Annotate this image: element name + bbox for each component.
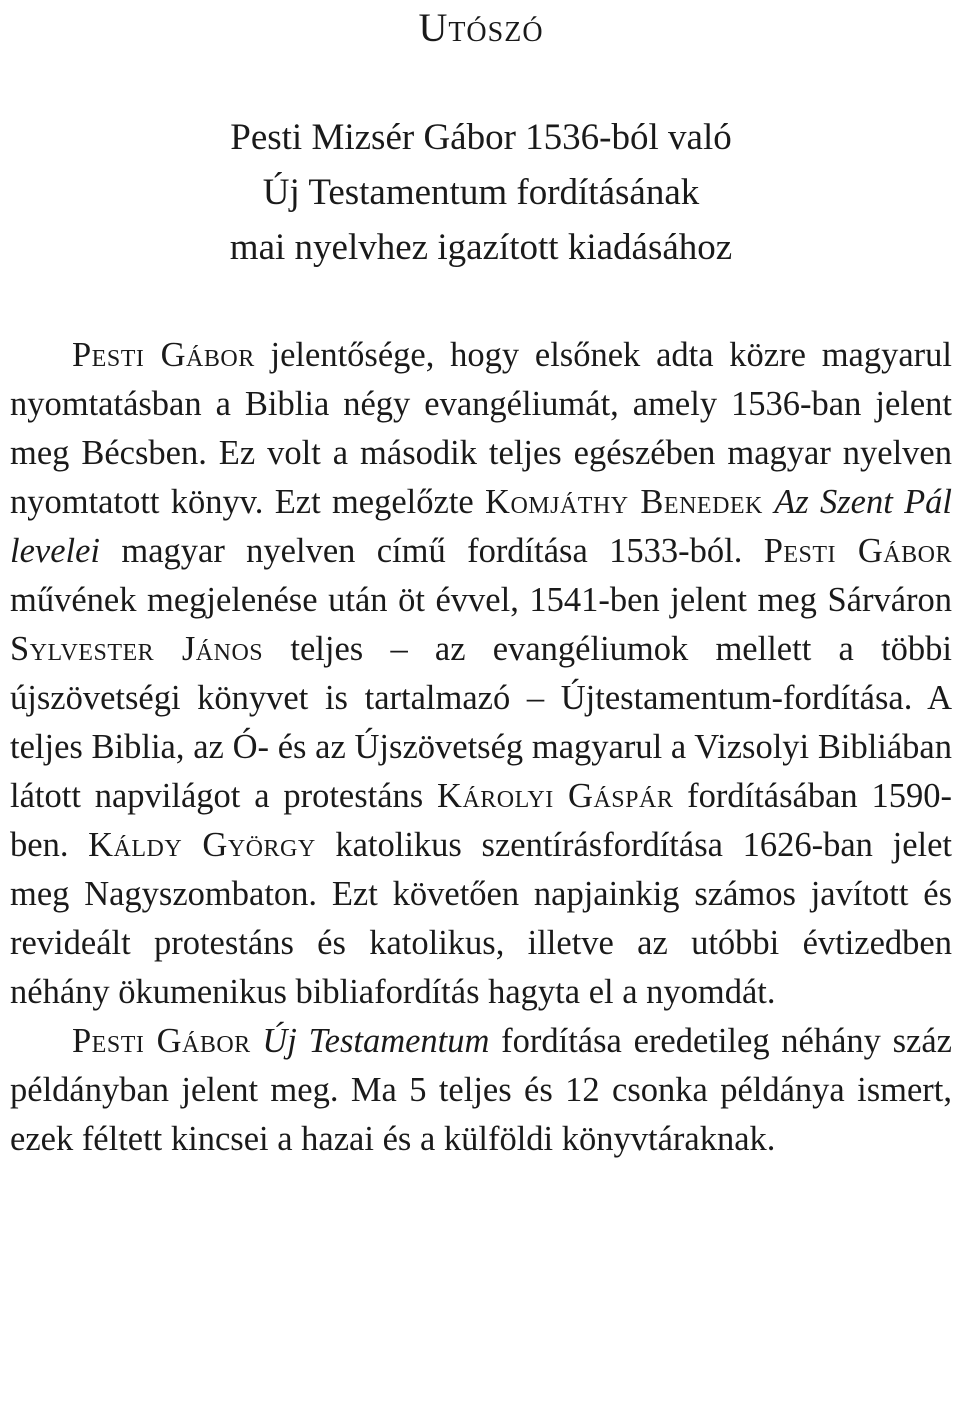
author-name: Sylvester János (10, 630, 264, 668)
paragraph-1-text (763, 483, 774, 521)
author-name: Pesti Gábor (72, 1022, 251, 1060)
chapter-heading: Utószó (418, 5, 544, 50)
paragraph-1-text: jelentősége, hogy elsőnek adta közre magyarul nyomtatásban a Biblia négy evangéliumát, amely 1536-ban jelent meg Bécsben. Ez volt a második teljes egészében magyar nyelven nyomtatott könyv. Ezt megelőzte (10, 336, 952, 521)
author-name: Káldy György (88, 826, 316, 864)
author-name: Pesti Gábor (763, 532, 952, 570)
paragraph-1-text: katolikus szentírásfordítása 1626-ban jelet meg Nagyszombaton. Ezt követően napjainkig számos javított és revideált protestáns és katolikus, illetve az utóbbi évtizedben néhány ökumenikus bibliafordítás hagyta el a nyomdát. (10, 826, 952, 1011)
author-name: Pesti Gábor (72, 336, 255, 374)
paragraph-2-text: fordítása eredetileg néhány száz példányban jelent meg. Ma 5 teljes és 12 csonka példánya ismert, ezek féltett kincsei a hazai és a külföldi könyvtáraknak. (10, 1022, 952, 1158)
paragraph-1-text: fordításában 1590-ben. (10, 777, 952, 864)
subtitle-line-3: mai nyelvhez igazított kiadásához (229, 227, 733, 268)
paragraph-1-text: művének megjelenése után öt évvel, 1541-ben jelent meg Sárváron (10, 581, 952, 619)
paragraph-1-text: magyar nyelven című fordítása 1533-ból. (100, 532, 764, 570)
book-title: Az Szent Pál levelei (10, 483, 953, 570)
paragraph-2 (10, 1017, 952, 1164)
author-name: Károlyi Gáspár (437, 777, 674, 815)
paragraph-1 (10, 331, 952, 1017)
paragraph-1-text: teljes – az evangéliumok mellett a többi újszövetségi könyvet is tartalmazó – Újtestamentum-fordítása. A teljes Biblia, az Ó- és az Újszövetség magyarul a Vizsolyi Bibliában látott napvilágot a protestáns (10, 630, 952, 815)
author-name: Komjáthy Benedek (485, 483, 763, 521)
subtitle-block (10, 110, 952, 275)
book-title: Új Testamentum (262, 1022, 490, 1060)
subtitle-line-2: Új Testamentum fordításának (262, 172, 700, 213)
subtitle-line-1: Pesti Mizsér Gábor 1536-ból való (230, 117, 732, 158)
document-page (10, 0, 952, 1164)
paragraph-2-text (251, 1022, 263, 1060)
